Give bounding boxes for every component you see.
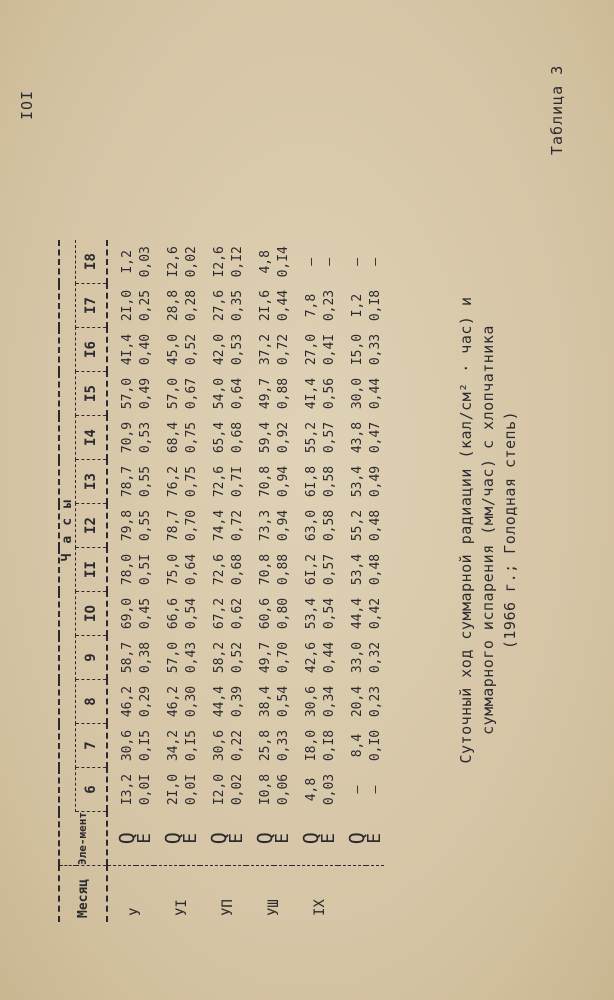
element-label-q: Q	[292, 812, 320, 866]
value-cell: 0,23	[321, 289, 337, 322]
value-cell: 0,35	[229, 289, 245, 322]
value-cell: 0,29	[137, 685, 153, 718]
value-cell: 0,64	[183, 553, 199, 586]
value-cell: 0,54	[321, 597, 337, 630]
value-cell: 72,6	[211, 465, 227, 498]
value-cell: 59,4	[257, 421, 273, 454]
value-cell: 70,9	[119, 421, 135, 454]
hour-header-cell: I3	[76, 460, 108, 504]
value-cell: 53,4	[349, 553, 365, 586]
value-cell: 0,43	[183, 641, 199, 674]
value-cell: 8,4	[349, 733, 365, 758]
table-row	[292, 240, 320, 922]
value-cell: 0,22	[229, 729, 245, 762]
radiation-evaporation-table	[58, 240, 384, 922]
value-cell: 55,2	[303, 421, 319, 454]
value-cell: 0,64	[229, 377, 245, 410]
value-cell: 0,75	[183, 465, 199, 498]
value-cell: 46,2	[119, 685, 135, 718]
table-row	[182, 240, 200, 922]
table-row	[366, 240, 384, 922]
title-line-3: (1966 г.; Голодная степь)	[501, 410, 519, 650]
value-cell: 30,6	[119, 729, 135, 762]
value-cell: 0,49	[367, 465, 383, 498]
value-cell: 49,7	[257, 641, 273, 674]
table-row	[246, 240, 274, 922]
hour-header-cell: 9	[76, 636, 108, 680]
value-cell: 6I,2	[303, 553, 319, 586]
value-cell: 78,0	[119, 553, 135, 586]
value-cell: 0,52	[229, 641, 245, 674]
value-cell: 0,40	[137, 333, 153, 366]
value-cell: 0,80	[275, 597, 291, 630]
value-cell: 0,54	[183, 597, 199, 630]
value-cell: 0,48	[367, 553, 383, 586]
element-label-e: E	[366, 812, 384, 866]
value-cell: 27,0	[303, 333, 319, 366]
value-cell: 0,44	[275, 289, 291, 322]
value-cell: I5,0	[349, 333, 365, 366]
title-line-1: Суточный ход суммарной радиации (кал/см² · час) и	[457, 296, 475, 764]
value-cell: –	[349, 785, 365, 794]
value-cell: 0,53	[137, 421, 153, 454]
value-cell: 78,7	[119, 465, 135, 498]
value-cell: I0,8	[257, 773, 273, 806]
value-cell: 0,0I	[137, 773, 153, 806]
element-label-q: Q	[200, 812, 228, 866]
value-cell: 73,3	[257, 509, 273, 542]
value-cell: 0,55	[137, 509, 153, 542]
value-cell: 74,4	[211, 509, 227, 542]
value-cell: 30,0	[349, 377, 365, 410]
value-cell: 0,33	[367, 333, 383, 366]
hour-header-cell: I8	[76, 240, 108, 284]
value-cell: 78,7	[165, 509, 181, 542]
table-row	[200, 240, 228, 922]
value-cell: 0,7I	[229, 465, 245, 498]
value-cell: I2,6	[211, 246, 227, 278]
value-cell: 44,4	[211, 685, 227, 718]
value-cell: 42,0	[211, 333, 227, 366]
value-cell: I2,6	[165, 246, 181, 278]
value-cell: 0,42	[367, 597, 383, 630]
value-cell: 0,53	[229, 333, 245, 366]
value-cell: 4,8	[257, 250, 273, 274]
value-cell: 2I,0	[165, 773, 181, 806]
value-cell: 0,03	[137, 246, 153, 278]
value-cell: 79,8	[119, 509, 135, 542]
value-cell: –	[349, 257, 365, 266]
value-cell: 58,7	[119, 641, 135, 674]
value-cell: 0,I5	[183, 729, 199, 762]
value-cell: 0,I5	[137, 729, 153, 762]
value-cell: 44,4	[349, 597, 365, 630]
value-cell: 0,58	[321, 509, 337, 542]
value-cell: 0,34	[321, 685, 337, 718]
value-cell: 0,I2	[229, 246, 245, 278]
value-cell: 60,6	[257, 597, 273, 630]
value-cell: –	[367, 785, 383, 794]
value-cell: 34,2	[165, 729, 181, 762]
value-cell: 0,94	[275, 509, 291, 542]
value-cell: 30,6	[303, 685, 319, 718]
value-cell: 72,6	[211, 553, 227, 586]
value-cell: 0,92	[275, 421, 291, 454]
value-cell: 0,72	[229, 509, 245, 542]
value-cell: 25,8	[257, 729, 273, 762]
value-cell: 0,02	[229, 773, 245, 806]
value-cell: 0,4I	[321, 333, 337, 366]
month-label: У	[128, 907, 144, 916]
hour-header-cell: 6	[76, 768, 108, 812]
hour-header-cell: II	[76, 548, 108, 592]
hour-header-cell: I4	[76, 416, 108, 460]
value-cell: 0,94	[275, 465, 291, 498]
element-label-e: E	[320, 812, 338, 866]
value-cell: 0,I0	[367, 729, 383, 762]
value-cell: I,2	[119, 250, 135, 274]
value-cell: 33,0	[349, 641, 365, 674]
value-cell: –	[321, 257, 337, 266]
value-cell: 55,2	[349, 509, 365, 542]
value-cell: 57,0	[165, 641, 181, 674]
element-label-q: Q	[107, 812, 136, 866]
month-label: УШ	[266, 899, 282, 916]
value-cell: 67,2	[211, 597, 227, 630]
month-label: УI	[174, 899, 190, 916]
month-label: IX	[312, 899, 328, 916]
value-cell: 57,0	[119, 377, 135, 410]
value-cell: 4I,4	[303, 377, 319, 410]
value-cell: 0,47	[367, 421, 383, 454]
element-label-e: E	[136, 812, 154, 866]
value-cell: 0,67	[183, 377, 199, 410]
hour-header-cell: IO	[76, 592, 108, 636]
value-cell: 0,58	[321, 465, 337, 498]
table-label: Таблица 3	[548, 64, 566, 155]
value-cell: 70,8	[257, 465, 273, 498]
value-cell: 68,4	[165, 421, 181, 454]
value-cell: 0,30	[183, 685, 199, 718]
month-header: Месяц	[59, 866, 107, 923]
value-cell: 66,6	[165, 597, 181, 630]
element-label-e: E	[182, 812, 200, 866]
hour-header-cell: 7	[76, 724, 108, 768]
hour-header-cell: I7	[76, 284, 108, 328]
value-cell: 0,5I	[137, 553, 153, 586]
value-cell: 20,4	[349, 685, 365, 718]
hour-header-cell: I2	[76, 504, 108, 548]
value-cell: 0,06	[275, 773, 291, 806]
table-title	[455, 140, 521, 920]
value-cell: 0,I4	[275, 246, 291, 278]
value-cell: 63,0	[303, 509, 319, 542]
table-row	[136, 240, 154, 922]
table-row	[338, 240, 366, 922]
value-cell: 0,25	[137, 289, 153, 322]
value-cell: 0,57	[321, 553, 337, 586]
value-cell: 46,2	[165, 685, 181, 718]
value-cell: 0,48	[367, 509, 383, 542]
value-cell: 42,6	[303, 641, 319, 674]
value-cell: I8,0	[303, 729, 319, 762]
value-cell: 0,44	[367, 377, 383, 410]
value-cell: I,2	[349, 293, 365, 318]
value-cell: 0,72	[275, 333, 291, 366]
value-cell: 0,23	[367, 685, 383, 718]
value-cell: 0,75	[183, 421, 199, 454]
value-cell: 0,52	[183, 333, 199, 366]
value-cell: 0,02	[183, 246, 199, 278]
value-cell: 0,32	[367, 641, 383, 674]
value-cell: 0,70	[275, 641, 291, 674]
value-cell: 54,0	[211, 377, 227, 410]
value-cell: 0,57	[321, 421, 337, 454]
value-cell: 0,68	[229, 421, 245, 454]
value-cell: 30,6	[211, 729, 227, 762]
value-cell: 0,28	[183, 289, 199, 322]
value-cell: 53,4	[349, 465, 365, 498]
month-label: УП	[220, 899, 236, 916]
value-cell: 0,88	[275, 553, 291, 586]
hour-header-cell: 8	[76, 680, 108, 724]
value-cell: 0,33	[275, 729, 291, 762]
value-cell: 0,38	[137, 641, 153, 674]
element-label-q: Q	[154, 812, 182, 866]
value-cell: 0,54	[275, 685, 291, 718]
value-cell: 28,8	[165, 289, 181, 322]
table-row	[320, 240, 338, 922]
value-cell: 70,8	[257, 553, 273, 586]
value-cell: 0,88	[275, 377, 291, 410]
value-cell: 53,4	[303, 597, 319, 630]
value-cell: I3,2	[119, 773, 135, 806]
value-cell: 45,0	[165, 333, 181, 366]
value-cell: 2I,6	[257, 289, 273, 322]
value-cell: 0,39	[229, 685, 245, 718]
value-cell: 4I,4	[119, 333, 135, 366]
value-cell: 7,8	[303, 293, 319, 318]
value-cell: 6I,8	[303, 465, 319, 498]
value-cell: 0,68	[229, 553, 245, 586]
value-cell: 0,49	[137, 377, 153, 410]
hour-header-cell: I5	[76, 372, 108, 416]
value-cell: –	[303, 257, 319, 266]
value-cell: 75,0	[165, 553, 181, 586]
value-cell: 4,8	[303, 777, 319, 802]
page-number: IOI	[18, 89, 36, 120]
value-cell: 58,2	[211, 641, 227, 674]
element-label-q: Q	[338, 812, 366, 866]
table-row	[154, 240, 182, 922]
value-cell: 0,44	[321, 641, 337, 674]
value-cell: 27,6	[211, 289, 227, 322]
value-cell: I2,0	[211, 773, 227, 806]
element-label-e: E	[274, 812, 292, 866]
element-header: Эле-мент	[59, 812, 107, 866]
value-cell: 65,4	[211, 421, 227, 454]
element-label-q: Q	[246, 812, 274, 866]
value-cell: 43,8	[349, 421, 365, 454]
table-row	[228, 240, 246, 922]
value-cell: 0,70	[183, 509, 199, 542]
title-line-2: суммарного испарения (мм/час) с хлопчатника	[479, 325, 497, 735]
value-cell: 76,2	[165, 465, 181, 498]
value-cell: 49,7	[257, 377, 273, 410]
value-cell: 0,03	[321, 773, 337, 806]
value-cell: 0,55	[137, 465, 153, 498]
value-cell: 37,2	[257, 333, 273, 366]
value-cell: 0,I8	[367, 289, 383, 322]
hours-header: Часы	[59, 240, 76, 812]
value-cell: 57,0	[165, 377, 181, 410]
element-label-e: E	[228, 812, 246, 866]
hour-header-cell: I6	[76, 328, 108, 372]
value-cell: 2I,0	[119, 289, 135, 322]
value-cell: 0,62	[229, 597, 245, 630]
value-cell: 69,0	[119, 597, 135, 630]
value-cell: 0,I8	[321, 729, 337, 762]
value-cell: 38,4	[257, 685, 273, 718]
value-cell: –	[367, 257, 383, 266]
month-label	[338, 866, 384, 923]
table-row	[274, 240, 292, 922]
table-row	[107, 240, 136, 922]
value-cell: 0,0I	[183, 773, 199, 806]
value-cell: 0,45	[137, 597, 153, 630]
value-cell: 0,56	[321, 377, 337, 410]
